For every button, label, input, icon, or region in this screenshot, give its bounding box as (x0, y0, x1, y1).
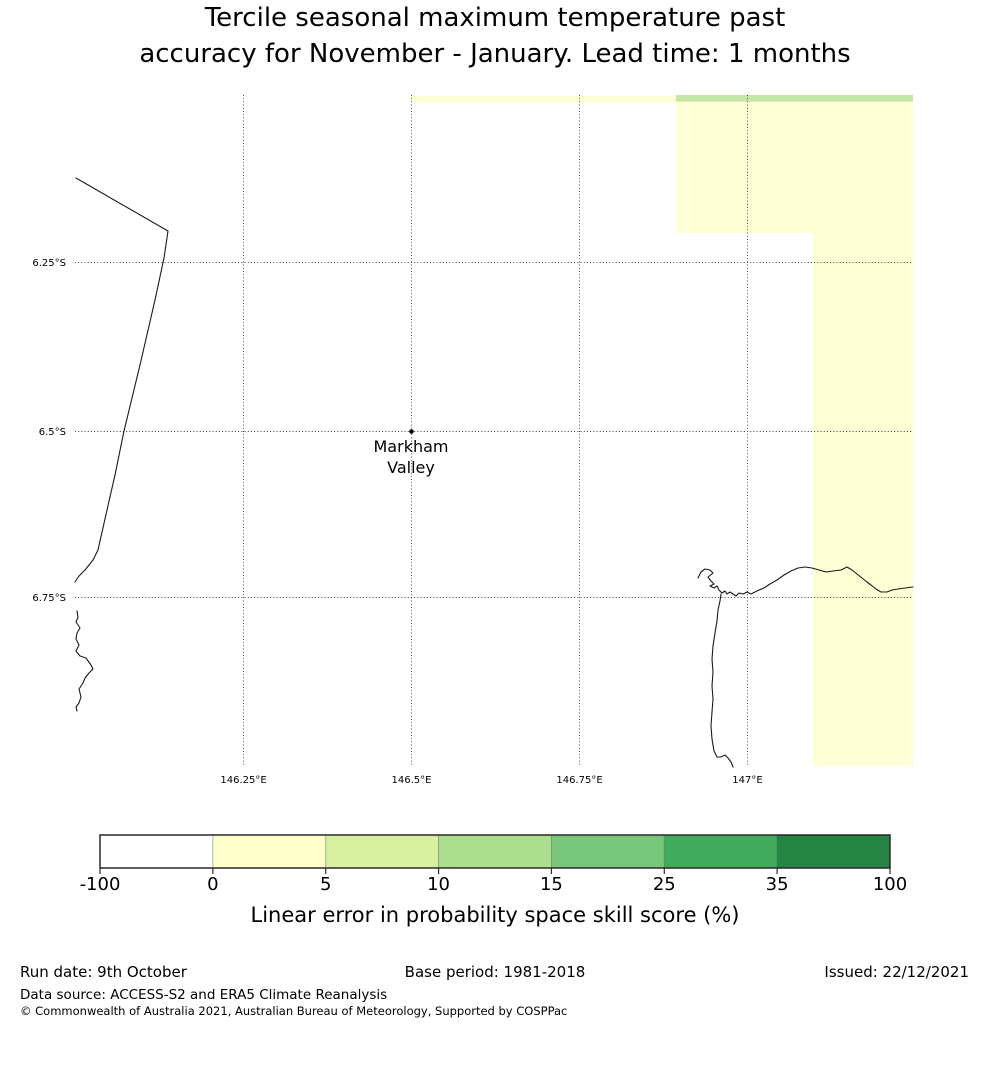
lon-label-146-5e: 146.5°E (391, 775, 432, 786)
shaded-region-yellow-column (813, 233, 913, 766)
lon-label-146-25e: 146.25°E (220, 775, 267, 786)
coastline-river-south (711, 594, 733, 767)
footer-base-period: Base period: 1981-2018 (404, 963, 586, 981)
shaded-region-green-strip (676, 95, 913, 102)
lon-label-146-75e: 146.75°E (556, 775, 603, 786)
colorbar-tick-0: 0 (207, 874, 219, 895)
colorbar-segment-3 (326, 835, 439, 868)
colorbar-segment-4 (439, 835, 552, 868)
lat-label-6-25s: 6.25°S (32, 258, 66, 269)
shaded-region-pale-yellow-strip (411, 96, 676, 103)
figure-title-line2: accuracy for November - January. Lead time: 1 months (139, 39, 851, 69)
colorbar-tick-5: 5 (319, 874, 332, 895)
colorbar-axis-label: Linear error in probability space skill score (%) (250, 903, 740, 927)
marker-label-line1: Markham (373, 437, 449, 456)
colorbar-segments (100, 835, 890, 868)
colorbar-tick-labels (80, 874, 908, 895)
lon-label-147e: 147°E (732, 775, 763, 786)
colorbar-tick-15: 15 (539, 874, 563, 895)
location-marker-dot (409, 429, 414, 434)
colorbar-tick-10: 10 (427, 874, 451, 895)
figure-title-line1: Tercile seasonal maximum temperature past (204, 3, 786, 33)
shaded-region-yellow-block (676, 102, 913, 234)
colorbar-segment-1 (100, 835, 213, 868)
colorbar-tick-35: 35 (765, 874, 789, 895)
lat-label-6-5s: 6.5°S (38, 427, 66, 438)
colorbar-tick-neg100: -100 (79, 874, 121, 895)
colorbar-segment-7 (777, 835, 890, 868)
lat-label-6-75s: 6.75°S (32, 593, 66, 604)
lon-tick-labels (220, 775, 762, 786)
lat-tick-labels (32, 258, 66, 604)
colorbar-segment-2 (213, 835, 326, 868)
colorbar-tick-100: 100 (872, 874, 908, 895)
colorbar-tick-25: 25 (652, 874, 676, 895)
colorbar (80, 835, 908, 927)
colorbar-segment-5 (551, 835, 664, 868)
footer-issued-date: Issued: 22/12/2021 (824, 963, 969, 981)
footer-copyright: © Commonwealth of Australia 2021, Australian Bureau of Meteorology, Supported by COSPPac (20, 1004, 568, 1018)
colorbar-segment-6 (664, 835, 777, 868)
footer-data-source: Data source: ACCESS-S2 and ERA5 Climate Reanalysis (20, 987, 388, 1003)
coastlines (75, 178, 913, 767)
shaded-regions (411, 95, 913, 766)
coastline-west-segment (76, 611, 93, 711)
coastline-northwest (75, 178, 168, 582)
footer-run-date: Run date: 9th October (20, 963, 187, 981)
marker-label-line2: Valley (387, 458, 435, 477)
